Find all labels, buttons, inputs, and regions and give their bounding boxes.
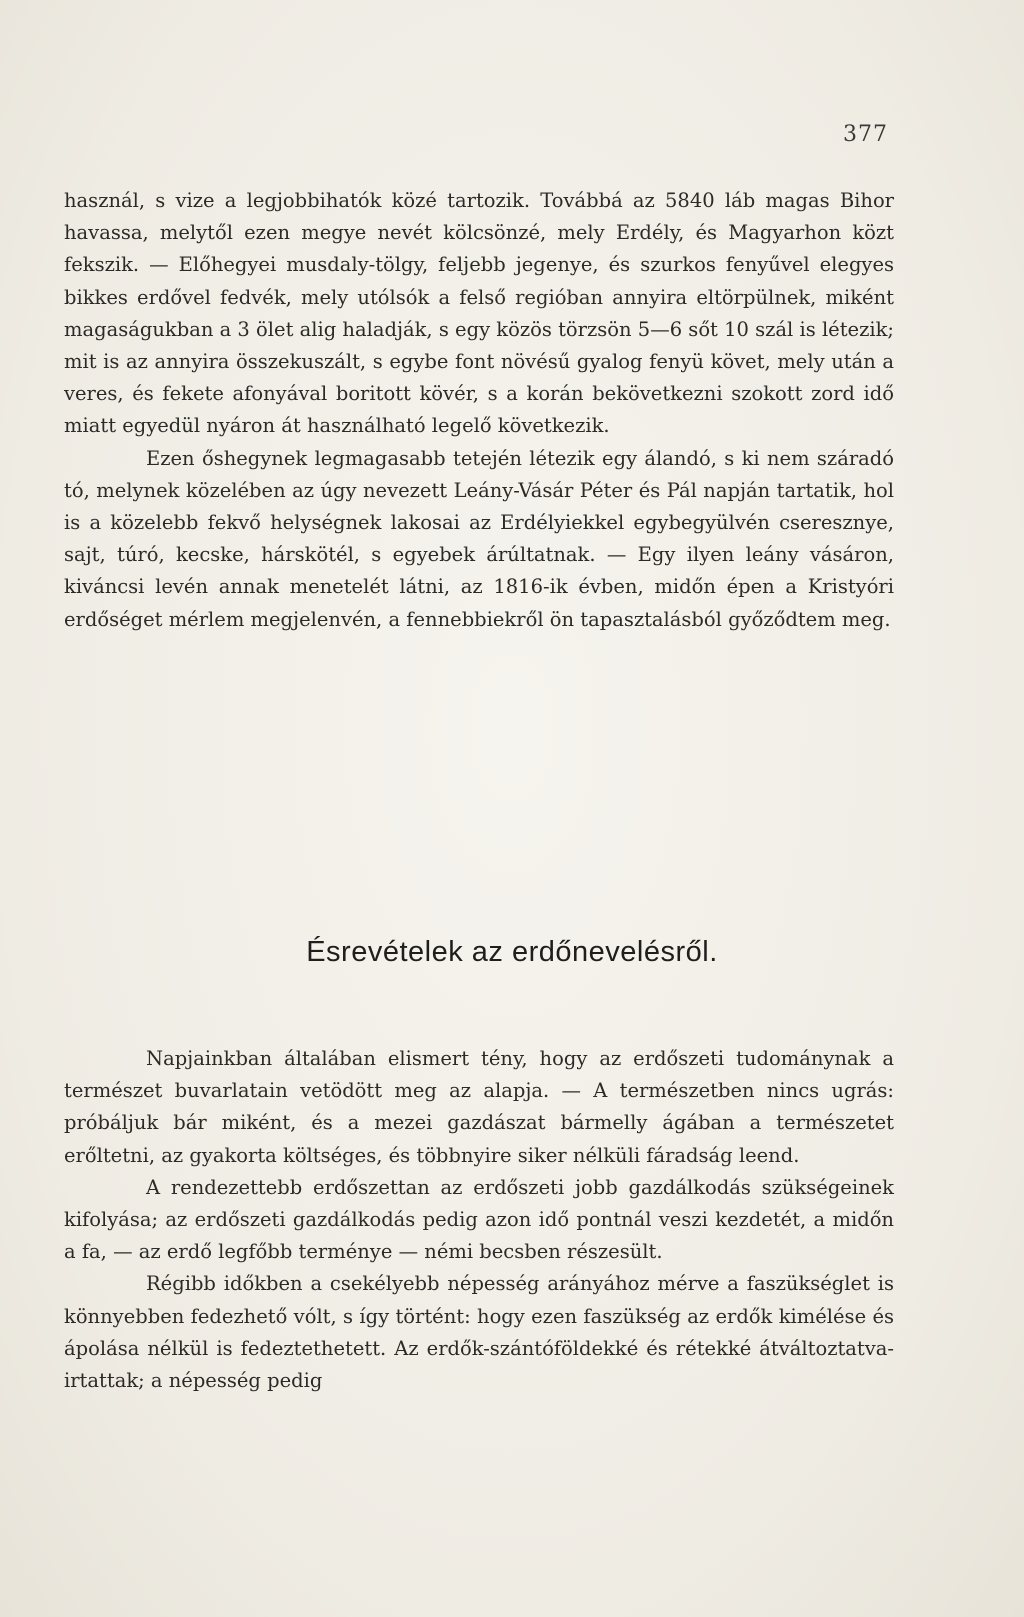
paragraph: használ, s vize a legjobbihatók közé tartozik. Továbbá az 5840 láb magas Bihor havassa, melytől ezen megye nevét kölcsönzé, mely Erdély, és Magyarhon közt fekszik. — Előhegyei musdaly-tölgy, feljebb jegenye, és szurkos fenyűvel elegyes bikkes erdővel fedvék, mely utólsók a felső regióban annyira eltörpülnek, miként magaságukban a 3 ölet alig haladják, s egy közös törzsön 5—6 sőt 10 szál is létezik; mit is az annyira összekuszált, s egybe font növésű gyalog fenyü követ, mely után a veres, és fekete afonyával boritott kövér, s a korán bekövetkezni szokott zord idő miatt egyedül nyáron át használható legelő következik. bbox=[64, 189, 894, 438]
section-title: Ésrevételek az erdőnevelésről. bbox=[306, 936, 718, 968]
text-block-bottom bbox=[64, 1043, 894, 1397]
text-block-top bbox=[64, 185, 894, 636]
paragraph: Ezen őshegynek legmagasabb tetején létezik egy álandó, s ki nem száradó tó, melynek közelében az úgy nevezett Leány-Vásár Péter és Pál napján tartatik, hol is a közelebb fekvő helységnek lakosai az Erdélyiekkel egybegyülvén cseresznye, sajt, túró, kecske, hárskötél, s egyebek árúltatnak. — Egy ilyen leány vásáron, kiváncsi levén annak menetelét látni, az 1816-ik évben, midőn épen a Kristyóri erdőséget mérlem megjelenvén, a fennebbiekről ön tapasztalásból győződtem meg. bbox=[64, 446, 894, 631]
paragraph: A rendezettebb erdőszettan az erdőszeti jobb gazdálkodás szükségeinek kifolyása; az erdőszeti gazdálkodás pedig azon idő pontnál veszi kezdetét, a midőn a fa, — az erdő legfőbb terménye — némi becsben részesült. bbox=[64, 1175, 894, 1264]
paragraph: Napjainkban általában elismert tény, hogy az erdőszeti tudománynak a természet buvarlatain vetödött meg az alapja. — A természetben nincs ugrás: próbáljuk bár miként, és a mezei gazdászat bármelly ágában a természetet erőltetni, az gyakorta költséges, és többnyire siker nélküli fáradság leend. bbox=[64, 1047, 894, 1167]
paragraph: Régibb időkben a csekélyebb népesség arányához mérve a faszükséglet is könnyebben fedezhető vólt, s így történt: hogy ezen faszükség az erdők kimélése és ápolása nélkül is fedeztethetett. Az erdők-szántóföldekké és rétekké átváltoztatva-irtattak; a népesség pedig bbox=[64, 1272, 894, 1393]
page-number: 377 bbox=[843, 122, 888, 147]
